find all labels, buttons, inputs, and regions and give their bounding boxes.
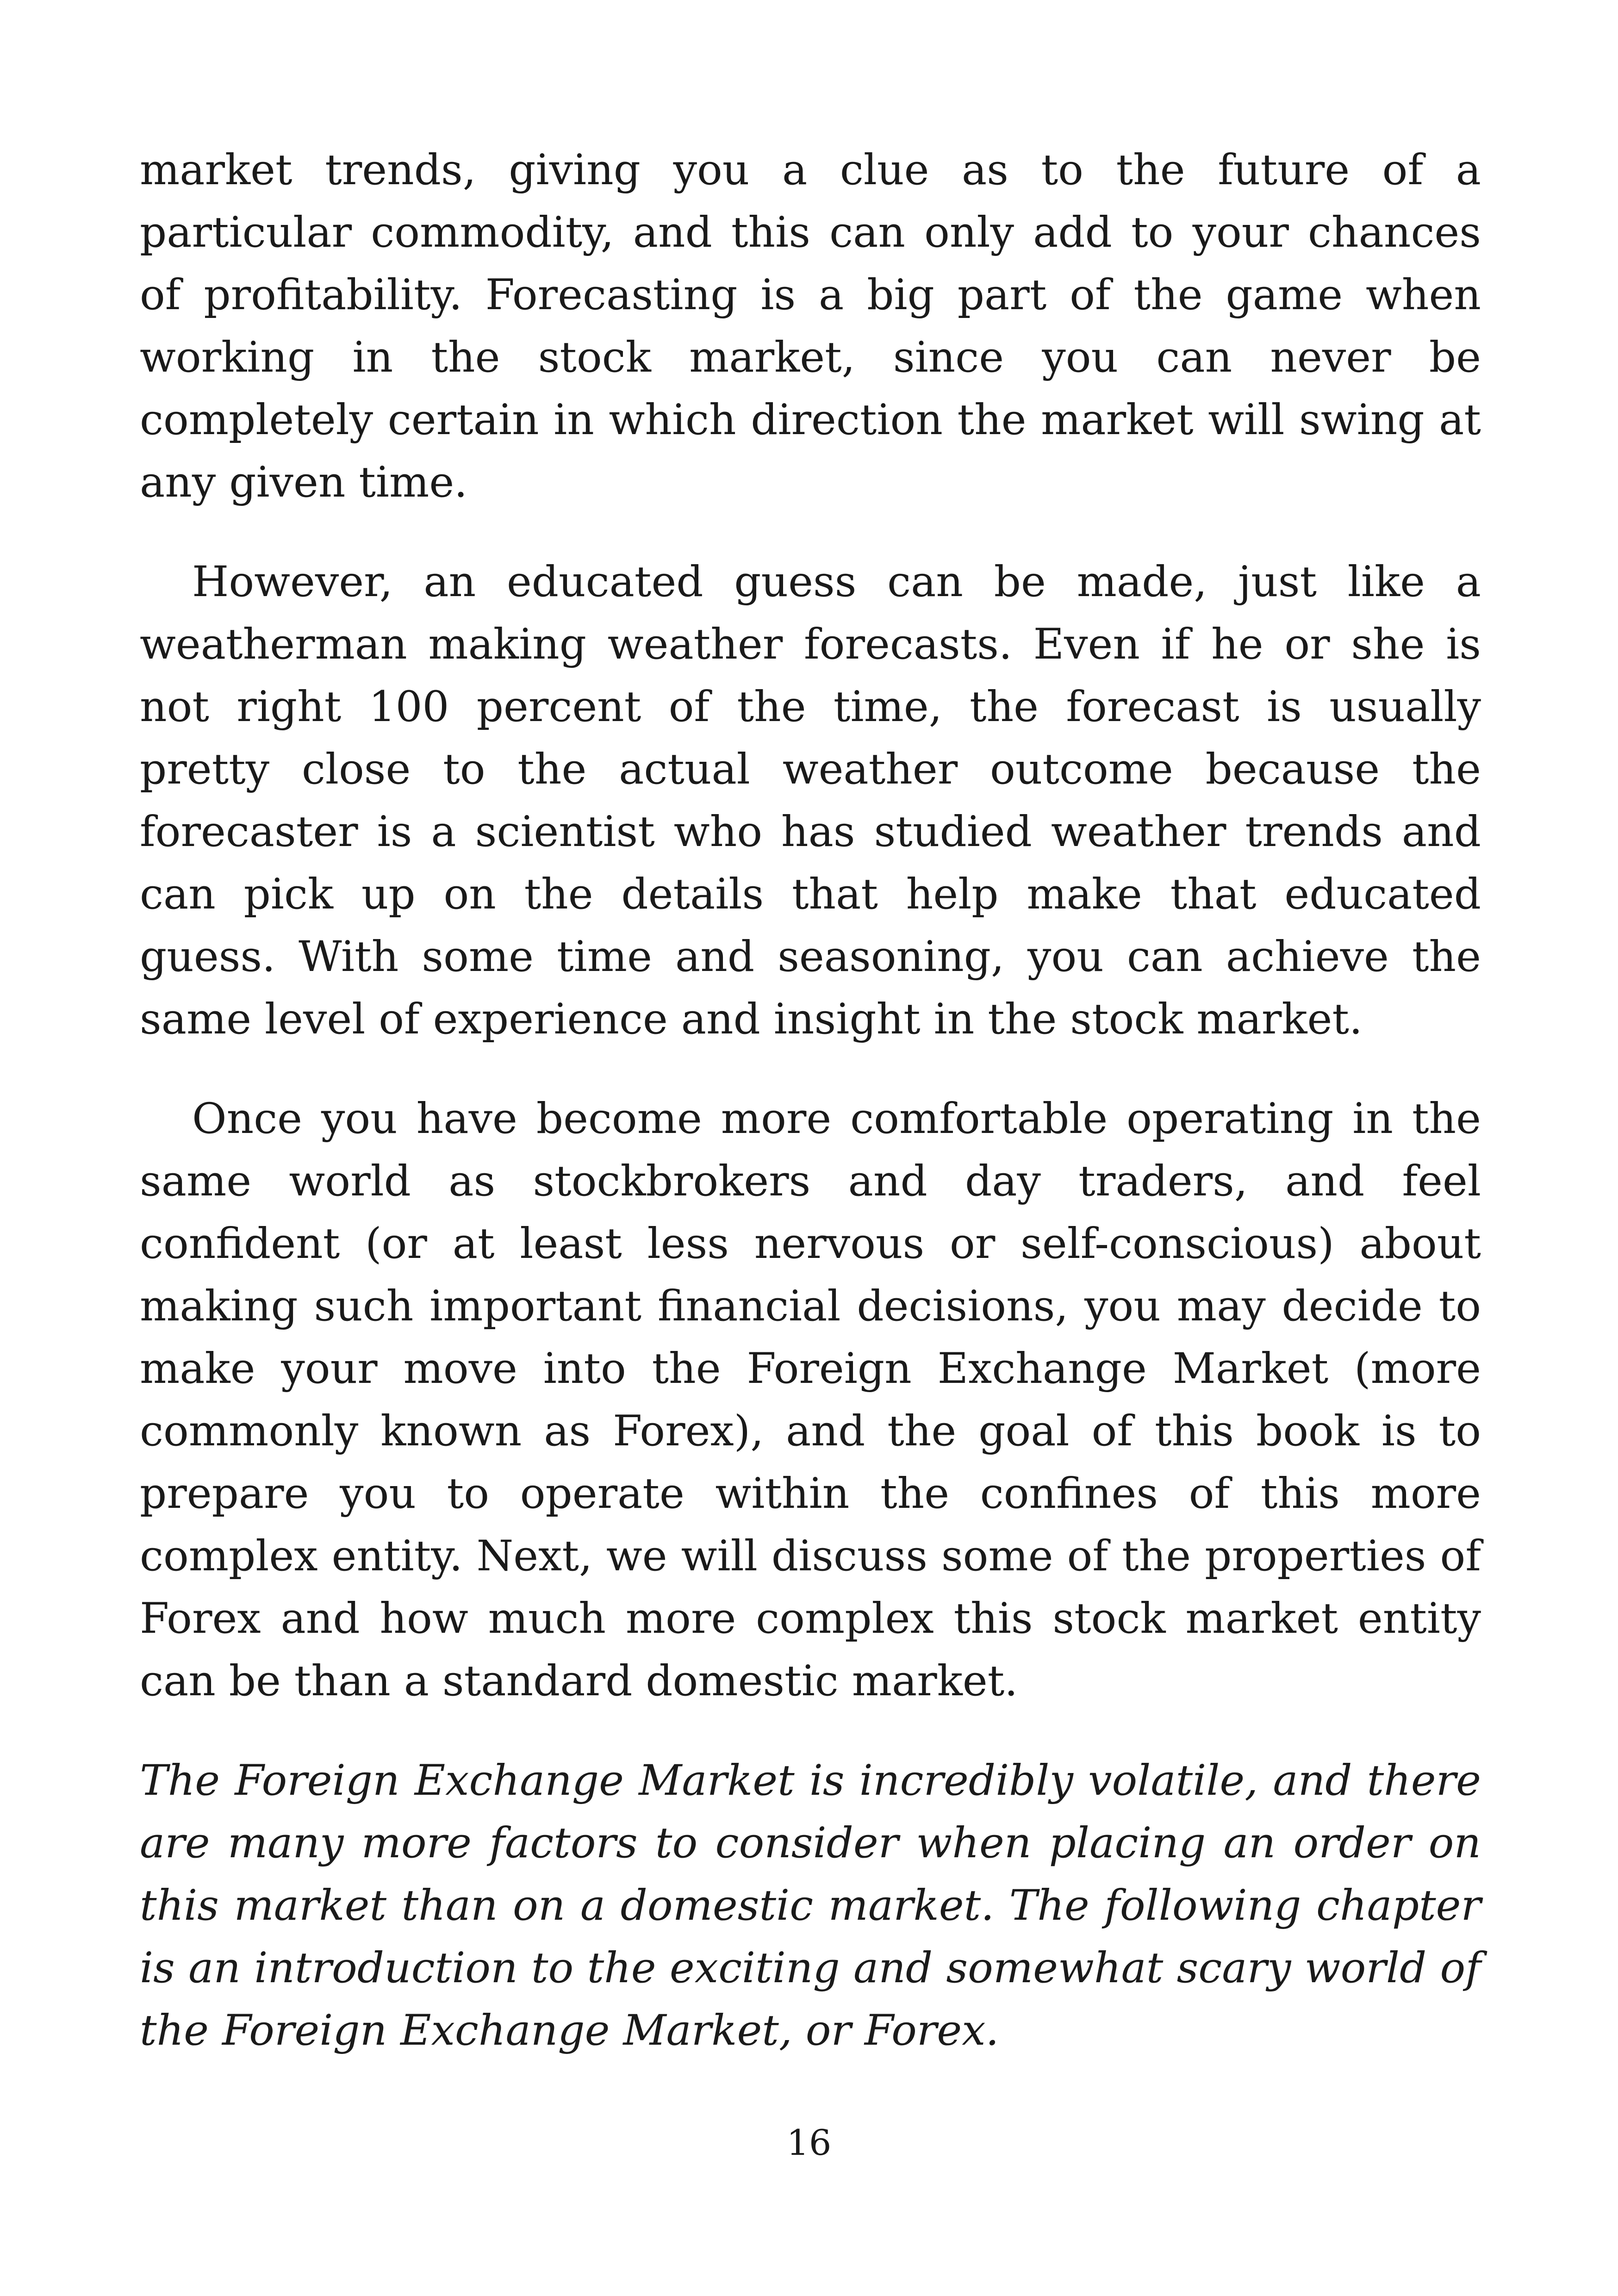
page-body <box>140 139 1481 2062</box>
chapter-summary-italic: The Foreign Exchange Market is incredibly volatile, and there are many more factors to consider when placing an order on this market than on a domestic market. The following chapter is an introduction to the exciting and somewhat scary world of the Foreign Exchange Market, or Forex. <box>140 1756 1481 2055</box>
body-paragraph: market trends, giving you a clue as to the future of a particular commodity, and this can only add to your chances of profitability. Forecasting is a big part of the game when working in the stock market, since you can never be completely certain in which direction the market will swing at any given time. <box>140 146 1481 507</box>
body-paragraph: However, an educated guess can be made, just like a weatherman making weather forecasts. Even if he or she is not right 100 percent of the time, the forecast is usually pretty close to the actual weather outcome because the forecaster is a scientist who has studied weather trends and can pick up on the details that help make that educated guess. With some time and seasoning, you can achieve the same level of experience and insight in the stock market. <box>140 558 1481 1044</box>
page-number: 16 <box>786 2122 832 2163</box>
body-paragraph: Once you have become more comfortable operating in the same world as stockbrokers and day traders, and feel confident (or at least less nervous or self-conscious) about making such important financial decisions, you may decide to make your move into the Foreign Exchange Market (more commonly known as Forex), and the goal of this book is to prepare you to operate within the confines of this more complex entity. Next, we will discuss some of the properties of Forex and how much more complex this stock market entity can be than a standard domestic market. <box>140 1095 1481 1705</box>
